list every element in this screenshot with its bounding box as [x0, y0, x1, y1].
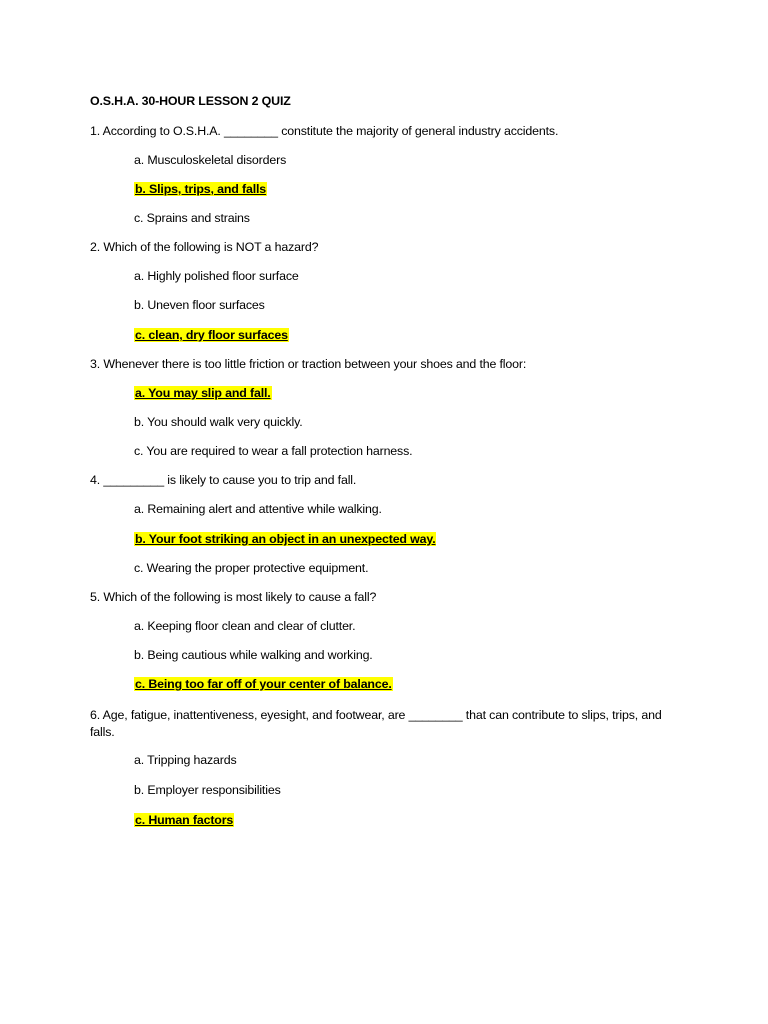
question-4-option-b-correct — [134, 531, 436, 548]
quiz-title: O.S.H.A. 30-HOUR LESSON 2 QUIZ — [90, 94, 291, 108]
question-2-option-a: a. Highly polished floor surface — [134, 269, 299, 283]
question-1-option-a: a. Musculoskeletal disorders — [134, 153, 287, 167]
answer-highlight: b. Your foot striking an object in an unexpected way. — [135, 532, 436, 546]
question-2-text: 2. Which of the following is NOT a hazard? — [90, 240, 319, 254]
question-5-option-c-correct — [134, 676, 393, 693]
question-6-option-a: a. Tripping hazards — [134, 753, 237, 767]
question-3-option-c: c. You are required to wear a fall protection harness. — [134, 444, 413, 458]
question-3-text: 3. Whenever there is too little friction or traction between your shoes and the floor: — [90, 357, 527, 371]
question-6-option-c-correct — [134, 812, 234, 829]
question-4-option-c: c. Wearing the proper protective equipment. — [134, 561, 369, 575]
answer-highlight: c. clean, dry floor surfaces — [135, 328, 288, 342]
answer-highlight: c. Being too far off of your center of balance. — [135, 677, 392, 691]
answer-highlight: c. Human factors — [135, 813, 234, 827]
question-1-option-c: c. Sprains and strains — [134, 211, 250, 225]
question-1-option-b-correct — [134, 181, 267, 198]
answer-highlight: a. You may slip and fall. — [135, 386, 271, 400]
question-5-option-b: b. Being cautious while walking and working. — [134, 648, 373, 662]
question-2-option-b: b. Uneven floor surfaces — [134, 298, 265, 312]
question-6-option-b: b. Employer responsibilities — [134, 783, 281, 797]
question-4-option-a: a. Remaining alert and attentive while walking. — [134, 502, 382, 516]
question-1-text: 1. According to O.S.H.A. ________ constitute the majority of general industry accidents. — [90, 124, 559, 138]
answer-highlight: b. Slips, trips, and falls — [135, 182, 267, 196]
question-3-option-a-correct — [134, 385, 272, 402]
question-6-text: 6. Age, fatigue, inattentiveness, eyesight, and footwear, are ________ that can contribute to slips, trips, and falls. — [90, 708, 662, 739]
question-2-option-c-correct — [134, 327, 289, 344]
question-5-option-a: a. Keeping floor clean and clear of clutter. — [134, 619, 356, 633]
question-5-text: 5. Which of the following is most likely to cause a fall? — [90, 590, 377, 604]
question-3-option-b: b. You should walk very quickly. — [134, 415, 303, 429]
question-4-text: 4. _________ is likely to cause you to trip and fall. — [90, 473, 357, 487]
